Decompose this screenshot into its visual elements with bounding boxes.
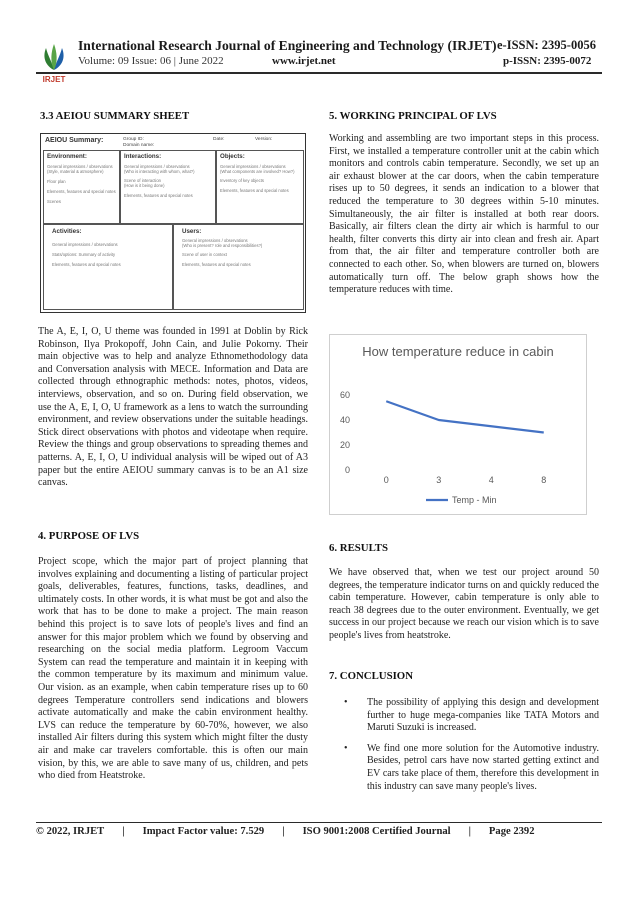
series-line [386, 401, 544, 432]
section-7-heading: 7. CONCLUSION [329, 670, 413, 682]
section-6-paragraph: We have observed that, when we test our project around 50 degrees, the temperature indicator turns on and quickly reduced the cabin temperature. However, cabin temperature is only able to reach 38 degrees due to the outer environment. Eventually, we get success in our project because we reach our vision which is to save people's lives from heatstroke. [329, 567, 599, 641]
section-5-heading: 5. WORKING PRINCIPAL OF LVS [329, 110, 497, 122]
y-tick-label: 0 [344, 465, 350, 475]
section-3-3-paragraph: The A, E, I, O, U theme was founded in 1991 at Doblin by Rick Robinson, Ilya Prokopoff, John Cain, and Julie Pokorny. Their main objective was to help and analyze Ethnomethodology data and Conversation analysis with MECE. Information and Data are collected through ethnographic methods: notes, photos, videos, interviews, observation, and so on. During field observation, we use the A, E, I, O, U framework as a lens to watch the surrounding environment, and review observations under the suitable headings. Stick direct observations with photos and videotape when require. Review the things and group observations to spreading themes and patterns. A, E, I, O, U individual analysis will be wiped out of A3 paper but the entire AEIOU summary canvas is to be an A1 size canvas. [38, 326, 308, 489]
x-tick-label: 3 [436, 475, 442, 485]
aeiou-date: Date: [213, 137, 225, 142]
footer-iso: ISO 9001:2008 Certified Journal [302, 826, 451, 837]
e-issn: e-ISSN: 2395-0056 [497, 38, 596, 52]
aeiou-summary-sheet [40, 133, 306, 313]
x-tick-label: 8 [541, 475, 547, 485]
section-6-heading: 6. RESULTS [329, 542, 389, 554]
irjet-logo [36, 40, 72, 86]
section-5-paragraph: Working and assembling are two important steps in this process. First, we installed a temperature controller unit at the cabin which monitors and controls cabin temperature. Secondly, we set up an air exhaust blower at the car doors, when the cabin temperature rises up to 50 degrees, it sends an indication to a blower that reduced the temperature to 30 degrees within 5-10 minutes. Simultaneously, the air filter is installed at both rear doors. Basically, air filters clean the dirty air which is harmful to our health, filter converts this dirty air into clean and fresh air. Apart from that, the air filter and temperature controller both are connected to each other. So, when blowers are turned on, blowers automatically turn off. The below graph shows how the temperature reduces with time. [329, 133, 599, 296]
conclusion-item: • The possibility of applying this design and development further to huge mega-companies like TATA Motors and Maruti Suzuki is increased. [344, 697, 599, 734]
bullet-icon: • [344, 697, 348, 708]
bullet-icon: • [344, 742, 348, 754]
logo-text: IRJET [42, 75, 66, 84]
y-tick-label: 60 [339, 390, 350, 400]
aeiou-group: Group ID: [123, 137, 144, 142]
section-4-heading: 4. PURPOSE OF LVS [38, 530, 140, 542]
website-link[interactable]: www.irjet.net [272, 55, 336, 67]
conclusion-item: • We find one more solution for the Automotive industry. Besides, petrol cars have now started getting extinct and EV cars take place of them, therefore this development in this industry can save many people's lives. [344, 742, 599, 792]
header-rule [36, 72, 602, 74]
footer-page: Page 2392 [488, 826, 535, 837]
y-tick-label: 40 [339, 415, 350, 425]
conclusion-list [344, 697, 599, 793]
journal-title: International Research Journal of Engineering and Technology (IRJET) [78, 38, 497, 53]
temperature-chart [329, 334, 587, 515]
objects-cell: Objects: General impressions / observations (What components are involved? How?) Inventory of key objects Elements, features and special notes [216, 150, 304, 224]
activities-cell: Activities: General impressions / observations Stats/options: Summary of activity Elements, features and special notes [43, 224, 173, 310]
footer-sep: | [468, 826, 471, 837]
section-4-paragraph: Project scope, which the major part of project planning that involves explaining and documenting a listing of particular project goals, deliverables, features, functions, tasks, deadlines, and ultimately costs. In other words, it is what must be got and also the work that has to be done to make a project. The main reason behind this project is to save lots of people's lives and find an answer for this major problem which we found by observing and researching on the social media platform. Legroom Vaccum System can read the temperature and maintain it in keeping with the common temperature by its maximum and minimum value. Our vision. as an example, when cabin temperature rises up to 60 degrees Temperature controllers send indications and blowers activate automatically and make the cabin environment healthy. LVS can reduce the temperature by 60-70%, however, we also installed Air filters during this system which might filter the dusty air and make car travelers comfortable. this is often our main vision, by this, we are able to save many of us, children, and pets who died from Heatstroke. [38, 556, 308, 782]
footer-sep: | [122, 826, 125, 837]
p-issn: p-ISSN: 2395-0072 [503, 55, 592, 67]
legend-label: Temp - Min [452, 495, 497, 505]
aeiou-domain: Domain name: [123, 143, 155, 148]
volume-issue: Volume: 09 Issue: 06 | June 2022 [78, 55, 224, 67]
footer-rule [36, 822, 602, 823]
users-cell: Users: General impressions / observations (Who is present? role and responsibilities?) Scene of user in context Elements, features and special notes [173, 224, 304, 310]
environment-cell: Environment: General impressions / observations (Style, material & atmosphere) Floor plan Elements, features and special notes Scenes [43, 150, 120, 224]
footer-sep: | [282, 826, 285, 837]
x-tick-label: 0 [383, 475, 389, 485]
aeiou-version: Version: [255, 137, 273, 142]
y-tick-label: 20 [339, 440, 350, 450]
footer-impact: Impact Factor value: 7.529 [142, 826, 265, 837]
chart-plot [330, 335, 586, 514]
footer-copyright: © 2022, IRJET [36, 826, 105, 837]
footer [36, 826, 602, 837]
x-tick-label: 4 [488, 475, 494, 485]
chart-title: How temperature reduce in cabin [362, 344, 554, 359]
interactions-cell: Interactions: General impressions / observations (Who is interacting with whom, what?) Scene of interaction (How is it being done) Elements, features and special notes [120, 150, 216, 224]
aeiou-title: AEIOU Summary: [45, 137, 104, 144]
section-3-3-heading: 3.3 AEIOU SUMMARY SHEET [40, 110, 190, 122]
